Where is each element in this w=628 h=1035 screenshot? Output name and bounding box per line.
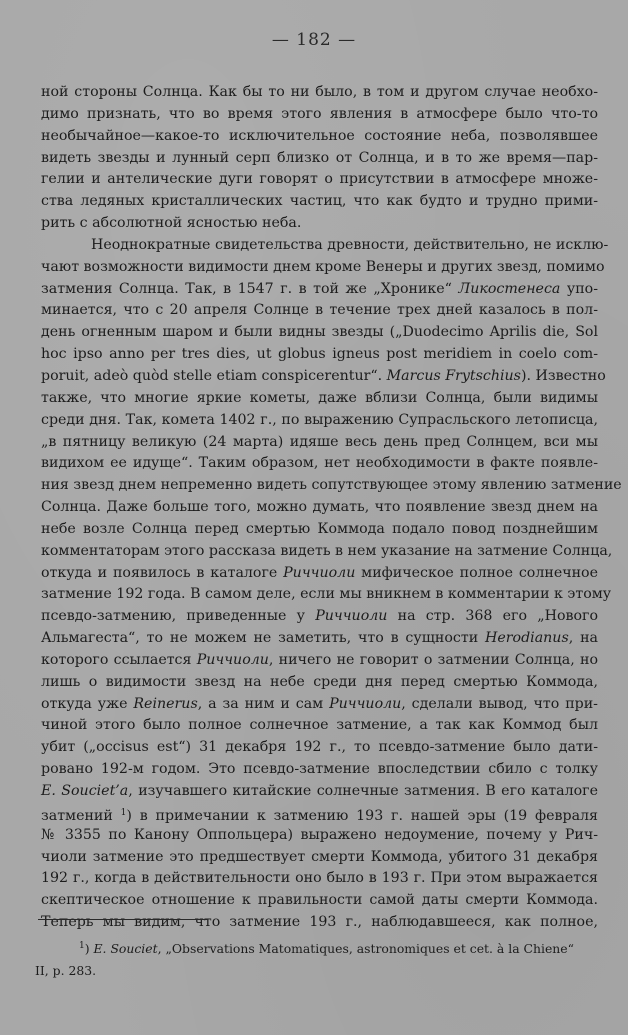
text-line: ния звезд днем непременно видеть сопутствующее этому явлению затмение [41,477,622,494]
text-run: откуда уже [41,695,134,712]
text-line: видихом ее идуще“. Таким образом, нет необходимости в факте появле- [41,455,598,472]
text-line: чают возможности видимости днем кроме Венеры и других звезд, помимо [41,258,605,275]
text-line [41,628,598,650]
italic-run: Herodianus [485,630,569,647]
text-run: , сделали вывод, что при- [401,695,598,712]
italic-run: Marcus Frytschius [386,367,521,384]
footnotes [35,935,597,982]
text-line: hoc ipso anno per tres dies, ut globus igneus post meridiem in coelo com- [41,346,598,363]
text-line: Солнца. Даже больше того, можно думать, что появление звезд днем на [41,499,598,516]
text-line: „в пятницу великую (24 марта) идяше весь день пред Солнцем, вси мы [41,433,598,450]
footnote [35,935,597,982]
text-run: мифическое полное солнечное [355,564,598,581]
italic-run: Риччиоли [196,651,269,668]
italic-run: Риччиоли [283,564,356,581]
page-number: — 182 — [271,30,357,50]
text-run: затмений [41,807,121,824]
text-run: Альмагеста“, то не можем не заметить, что в сущности [41,630,485,647]
text-run: ). Известно [520,367,606,384]
text-line [41,563,598,585]
text-run: откуда и появилось в каталоге [41,564,284,581]
italic-run: Риччиоли [315,608,388,625]
text-line: затмение 192 года. В самом деле, если мы вникнем в комментарии к этому [41,586,612,603]
text-line: Теперь мы видим, что затмение 193 г., наблюдавшееся, как полное, [41,914,598,931]
text-line: минается, что с 20 апреля Солнце в течение трех дней казалось в пол- [41,302,598,319]
text-run: затмения Солнца. Так, в 1547 г. в той же „Хронике“ [41,280,459,297]
text-line: скептическое отношение к правильности самой даты смерти Коммода. [41,892,598,909]
text-line: комментаторам этого рассказа видеть в нем указание на затмение Солнца, [41,542,613,559]
italic-run: Риччиоли [329,695,402,712]
text-line: димо признать, что во время этого явления в атмосфере было что-то [41,105,598,122]
text-run: псевдо-затмению, приведенные у [41,608,316,625]
text-line: убит („occisus est“) 31 декабря 192 г., то псевдо-затмение было дати- [41,739,598,756]
footnote-marker: 1 [120,807,127,818]
footnote-divider [38,919,208,920]
text-line: ства ледяных кристаллических частиц, что как будто и трудно прими- [41,193,598,210]
text-run: которого ссылается [41,651,197,668]
text-line [41,781,598,803]
text-line: среди дня. Так, комета 1402 г., по выражению Супрасльского летописца, [41,411,598,428]
italic-run: E. Souciet [93,941,158,956]
footnote-line: II, p. 283. [35,963,97,978]
text-run: poruit, adeò quòd stelle etiam conspicerentur“. [41,367,387,384]
text-run: , а за ним и сам [197,695,330,712]
text-line [41,279,598,301]
text-line: рить с абсолютной ясностью неба. [41,215,302,232]
text-line [41,366,606,388]
text-line [41,694,598,716]
text-line: чиоли затмение это предшествует смерти Коммода, убитого 31 декабря [41,848,598,865]
footnote-marker: 1 [79,941,85,951]
text-line: ной стороны Солнца. Как бы то ни было, в том и другом случае необхо- [41,84,598,100]
text-line: 192 г., когда в действительности оно было в 193 г. При этом выражается [41,870,598,887]
text-run: на стр. 368 его „Нового [387,608,598,625]
italic-run: Reinerus [133,695,198,712]
paragraph [41,82,598,235]
italic-run: Ликостенеса [458,280,561,297]
text-line: видеть звезды и лунный серп близко от Солнца, и в то же время—пар- [41,149,598,166]
text-line: день огненным шаром и были видны звезды („Duodecimo Aprilis die, Sol [41,324,598,341]
text-run: ) [84,941,94,956]
text-line: лишь о видимости звезд на небе среди дня перед смертью Коммода, [41,673,598,690]
text-line [41,803,598,825]
text-run: , ничего не говорит о затмении Солнца, но [268,651,598,668]
paragraph [41,235,622,934]
text-line [41,606,598,628]
italic-run: E. Souciet’a [41,783,129,799]
text-line [41,650,598,672]
text-line: чиной этого было полное солнечное затмение, а так как Коммод был [41,717,598,734]
text-line: № 3355 по Канону Оппольцера) выражено недоумение, почему у Рич- [41,826,598,843]
text-run: упо- [560,280,598,297]
text-run: , на [568,630,598,647]
text-line: гелии и антелические дуги говорят о присутствии в атмосфере множе- [41,171,598,188]
text-line: Неоднократные свидетельства древности, действительно, не исклю- [91,236,609,253]
footnote-line [35,935,597,960]
text-run: , изучавшего китайские солнечные затмения. В его каталоге [128,783,598,799]
text-line: необычайное—какое-то исключительное состояние неба, позволявшее [41,127,598,144]
text-run: ) в примечании к затмению 193 г. нашей эры (19 февраля [126,807,598,824]
body-text [41,82,622,934]
text-run: , „Observations Matomatiques, astronomiques et cet. à la Chiene“ [157,941,574,956]
text-line: небе возле Солнца перед смертью Коммода подало повод позднейшим [41,520,598,537]
text-line: ровано 192-м годом. Это псевдо-затмение впоследствии сбило с толку [41,761,598,778]
text-line: также, что многие яркие кометы, даже вблизи Солнца, были видимы [41,389,598,406]
